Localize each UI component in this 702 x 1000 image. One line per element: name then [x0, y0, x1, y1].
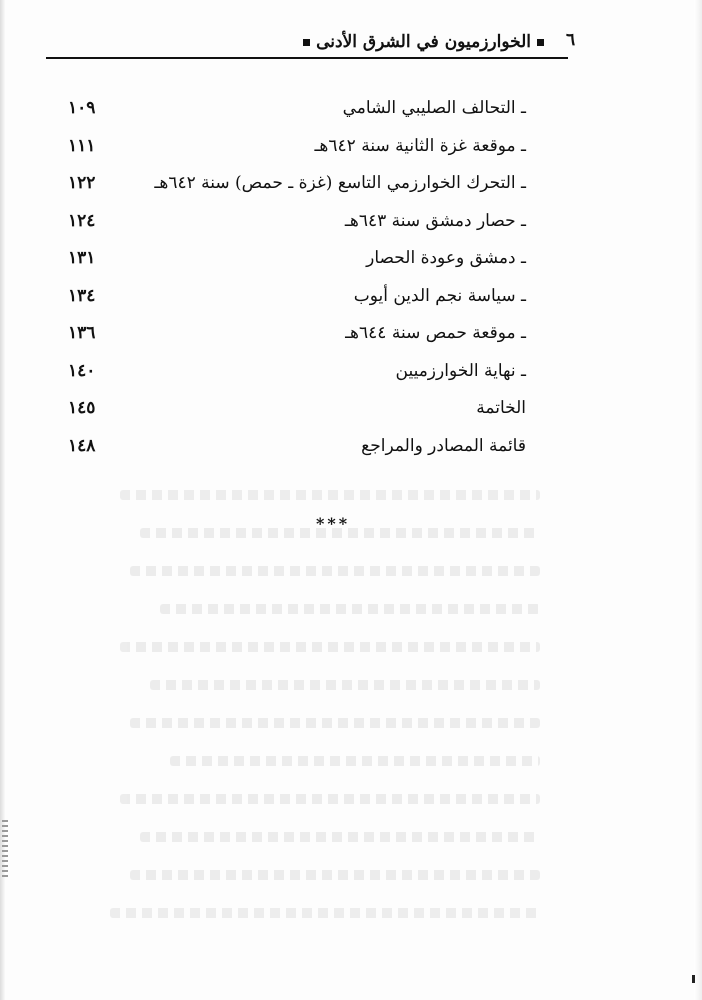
toc-entry — [60, 280, 540, 318]
bleed-line — [110, 908, 540, 918]
bleed-line — [160, 604, 540, 614]
bleed-line — [120, 794, 540, 804]
bleed-line — [130, 718, 540, 728]
toc-entry-page: ١٣١ — [68, 248, 96, 268]
bleed-line — [140, 528, 540, 538]
toc-entry — [60, 392, 540, 430]
toc-entry — [60, 355, 540, 393]
toc-entry — [60, 430, 540, 468]
header-title-group — [303, 32, 544, 52]
page-right-shadow — [694, 0, 702, 1000]
toc-entry-page: ١٤٥ — [68, 398, 96, 418]
table-of-contents — [60, 92, 540, 467]
toc-entry-page: ١٢٢ — [68, 173, 96, 193]
toc-entry-title: ـ التحالف الصليبي الشامي — [342, 98, 526, 118]
bleed-line — [120, 490, 540, 500]
toc-entry-title: ـ موقعة غزة الثانية سنة ٦٤٢هـ — [314, 135, 526, 156]
toc-entry-title: ـ حصار دمشق سنة ٦٤٣هـ — [344, 210, 526, 231]
bleed-line — [150, 680, 540, 690]
bleed-line — [130, 870, 540, 880]
toc-entry-page: ١٣٦ — [68, 323, 96, 343]
toc-entry — [60, 242, 540, 280]
bleed-line — [120, 642, 540, 652]
running-header — [46, 30, 576, 56]
square-bullet-icon — [303, 39, 310, 46]
toc-entry-title: ـ التحرك الخوارزمي التاسع (غزة ـ حمص) سنة ٦٤٢هـ — [154, 173, 526, 193]
header-title: الخوارزميون في الشرق الأدنى — [316, 32, 531, 52]
toc-entry — [60, 130, 540, 168]
toc-entry-title: قائمة المصادر والمراجع — [361, 435, 526, 456]
toc-entry-title: ـ موقعة حمص سنة ٦٤٤هـ — [345, 323, 526, 343]
scan-speck — [692, 975, 695, 983]
toc-entry — [60, 317, 540, 355]
header-rule — [46, 57, 568, 59]
page-number: ٦ — [566, 30, 576, 50]
square-bullet-icon — [537, 39, 544, 46]
binding-marks — [2, 820, 8, 880]
toc-entry-page: ١٤٨ — [68, 435, 96, 456]
toc-entry-page: ١٠٩ — [68, 98, 96, 118]
bleed-line — [130, 566, 540, 576]
toc-entry-page: ١٣٤ — [68, 285, 96, 306]
show-through-texture — [100, 470, 560, 950]
bleed-line — [170, 756, 540, 766]
bleed-line — [140, 832, 540, 842]
toc-entry-page: ١٤٠ — [68, 360, 96, 381]
toc-entry-title: ـ دمشق وعودة الحصار — [366, 248, 526, 268]
toc-entry-page: ١٢٤ — [68, 210, 96, 231]
toc-entry-title: ـ نهاية الخوارزميين — [395, 360, 526, 381]
toc-entry — [60, 92, 540, 130]
toc-entry — [60, 205, 540, 243]
toc-entry-title: الخاتمة — [476, 398, 526, 418]
toc-entry-title: ـ سياسة نجم الدين أيوب — [353, 285, 526, 306]
toc-entry-page: ١١١ — [68, 135, 96, 156]
toc-entry — [60, 167, 540, 205]
section-ornament: *** — [316, 514, 351, 533]
